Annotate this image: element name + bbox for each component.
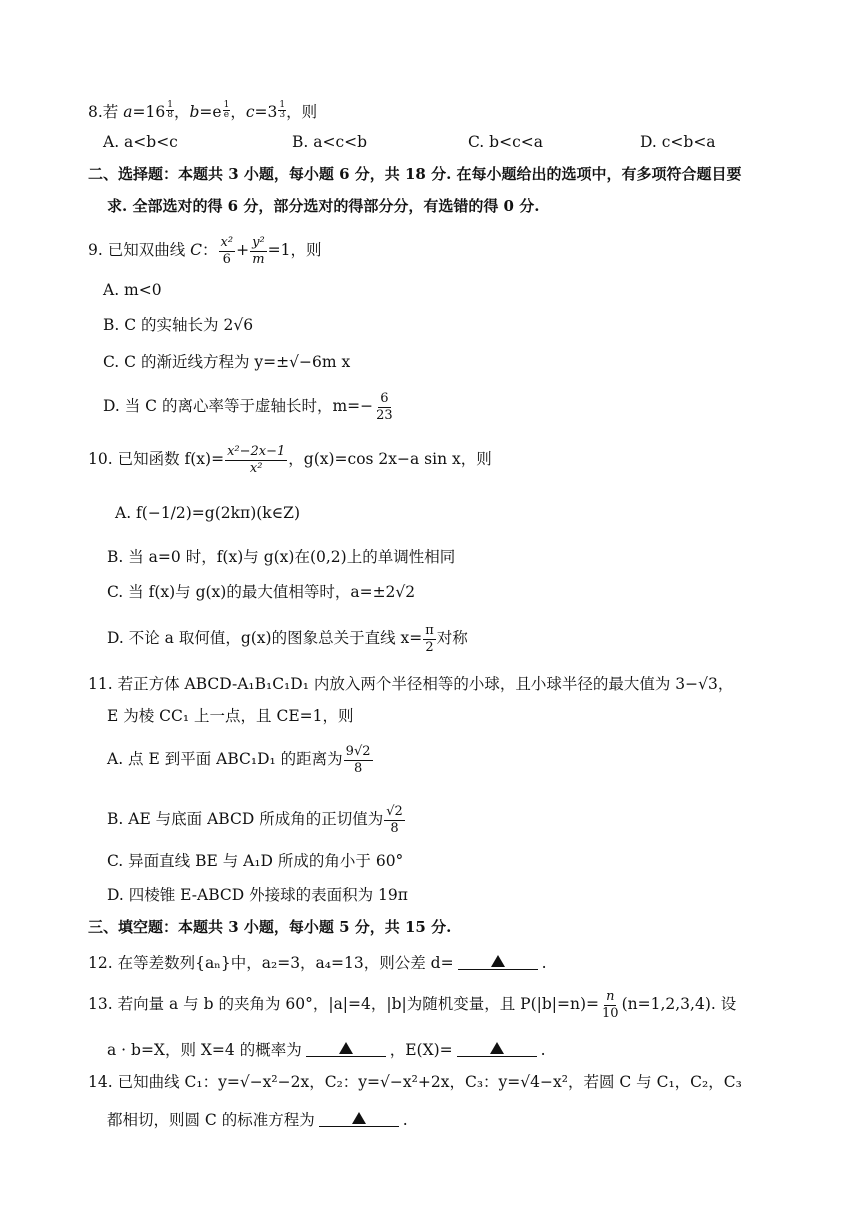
- q14-stem-line1: 14. 已知曲线 C₁：y=√−x²−2x，C₂：y=√−x²+2x，C₃：y=√4−x²，若圆 C 与 C₁，C₂，C₃: [88, 1073, 742, 1091]
- q9-option-d: D. 当 C 的离心率等于虚轴长时，m=− $\frac{6}{23}$: [103, 391, 393, 423]
- filled-triangle-icon: [490, 954, 506, 968]
- q11-option-b: B. AE 与底面 ABCD 所成角的正切值为 $\frac{√2}{8}$: [107, 804, 403, 836]
- q14-answer-blank[interactable]: [319, 1111, 399, 1127]
- filled-triangle-icon: [351, 1111, 367, 1125]
- q11-option-c: C. 异面直线 BE 与 A₁D 所成的角小于 60°: [107, 852, 404, 870]
- section3-heading: 三、填空题：本题共 3 小题，每小题 5 分，共 15 分.: [88, 918, 452, 936]
- q13-stem-line1: 13. 若向量 a 与 b 的夹角为 60°，|a|=4，|b|为随机变量，且 P(|b|=n)= $\frac{n}{10}$ (n=1,2,3,4). 设: [88, 989, 737, 1021]
- q12-stem: 12. 在等差数列{aₙ}中，a₂=3，a₄=13，则公差 d= .: [88, 954, 547, 972]
- q12-answer-blank[interactable]: [458, 954, 538, 970]
- q10-option-a: A. f(−1/2)=g(2kπ)(k∈Z): [115, 504, 300, 522]
- q11-option-d: D. 四棱锥 E-ABCD 外接球的表面积为 19π: [107, 886, 408, 904]
- q9-option-c: C. C 的渐近线方程为 y=±√−6m x: [103, 353, 351, 371]
- q11-stem-line1: 11. 若正方体 ABCD-A₁B₁C₁D₁ 内放入两个半径相等的小球，且小球半径的最大值为 3−√3，: [88, 675, 734, 693]
- q10-stem: 10. 已知函数 f(x)= $\frac{\text{x²−2x−1}}{\text{x²}}$ ，g(x)=cos 2x−a sin x，则: [88, 444, 492, 476]
- filled-triangle-icon: [338, 1041, 354, 1055]
- q8-option-d: D. c<b<a: [640, 133, 716, 151]
- q10-option-c: C. 当 f(x)与 g(x)的最大值相等时，a=±2√2: [107, 583, 416, 601]
- section2-heading-line1: 二、选择题：本题共 3 小题，每小题 6 分，共 18 分. 在每小题给出的选项中，有多项符合题目要: [88, 165, 742, 183]
- q8-option-b: B. a<c<b: [292, 133, 368, 151]
- q11-option-a: A. 点 E 到平面 ABC₁D₁ 的距离为 $\frac{9√2}{8}$: [107, 744, 371, 776]
- q14-stem-line2: 都相切，则圆 C 的标准方程为 .: [107, 1111, 408, 1129]
- section2-heading-line2: 求. 全部选对的得 6 分，部分选对的得部分分，有选错的得 0 分.: [107, 197, 540, 215]
- q8-stem: 8.若 a=16 $\frac{1}{8}$ ，b=e $\frac{1}{e}$ ，c=3 $\frac{1}{3}$ ，则: [88, 100, 318, 121]
- filled-triangle-icon: [489, 1041, 505, 1055]
- q13-answer-blank-1[interactable]: [306, 1041, 386, 1057]
- q8-option-a: A. a<b<c: [103, 133, 178, 151]
- q9-option-a: A. m<0: [103, 281, 162, 299]
- q9-option-b: B. C 的实轴长为 2√6: [103, 316, 254, 334]
- q8-option-c: C. b<c<a: [468, 133, 543, 151]
- q10-option-d: D. 不论 a 取何值，g(x)的图象总关于直线 x= $\frac{\pi}{2}$ 对称: [107, 623, 468, 655]
- q13-stem-line2: a · b=X，则 X=4 的概率为 ，E(X)= .: [107, 1041, 546, 1059]
- q11-stem-line2: E 为棱 CC₁ 上一点，且 CE=1，则: [107, 707, 354, 725]
- q9-stem: 9. 已知双曲线 C： $\frac{\text{x²}}{6}$ + $\frac{\text{y²}}{m}$ =1，则: [88, 235, 322, 267]
- q13-answer-blank-2[interactable]: [457, 1041, 537, 1057]
- q10-option-b: B. 当 a=0 时，f(x)与 g(x)在(0,2)上的单调性相同: [107, 548, 456, 566]
